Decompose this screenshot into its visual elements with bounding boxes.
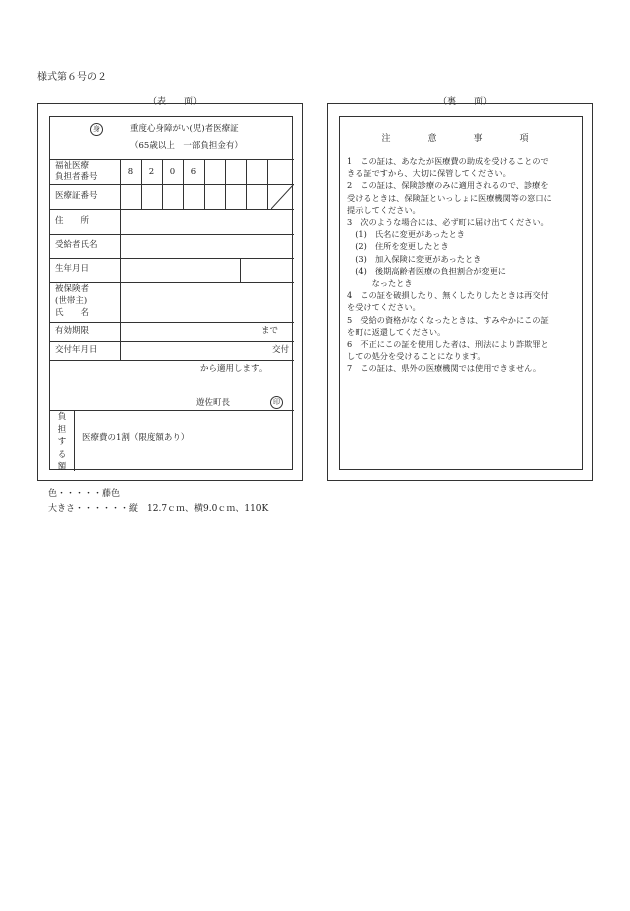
card-subtitle: （65歳以上 一部負担金有）	[130, 141, 243, 151]
note-line: (2) 住所を変更したとき	[347, 241, 449, 252]
note-line: 4 この証を破損したり、無くしたりしたときは再交付	[347, 290, 549, 301]
note-line: 6 不正にこの証を使用した者は、刑法により詐欺罪と	[347, 339, 549, 350]
notes-title: 注 意 事 項	[381, 134, 543, 144]
insured-label-line3: 氏 名	[55, 308, 90, 318]
applies-from-text: から適用します。	[200, 364, 268, 374]
provider-digit-3: 0	[169, 167, 176, 177]
note-line: を町に返還してください。	[347, 326, 446, 337]
note-line: 7 この証は、県外の医療機関では使用できません。	[347, 363, 542, 374]
provider-digit-2: 2	[148, 167, 155, 177]
note-line: 1 この証は、あなたが医療費の助成を受けることので	[347, 156, 549, 166]
mayor-title: 遊佐町長	[196, 398, 231, 408]
insured-label-line1: 被保険者	[55, 284, 90, 294]
valid-until-suffix: まで	[261, 326, 279, 336]
size-spec: 大きさ・・・・・・縦 12.7ｃｍ、横9.0ｃｍ、110K	[48, 504, 269, 514]
provider-number-label-line1: 福祉医療	[55, 161, 90, 171]
back-card-notes	[339, 116, 583, 470]
provider-digit-4: 6	[190, 167, 197, 177]
document-label: 様式第６号の２	[37, 72, 107, 83]
provider-number-label-line2: 負担者番号	[55, 172, 98, 182]
issue-date-label: 交付年月日	[55, 345, 98, 355]
note-line: 5 受給の資格がなくなったときは、すみやかにこの証	[347, 314, 549, 325]
notes-list	[347, 155, 579, 375]
card-title: 重度心身障がい(児)者医療証	[130, 124, 239, 134]
burden-value: 医療費の1割（限度額あり）	[82, 433, 190, 443]
note-line: (3) 加入保険に変更があったとき	[347, 253, 482, 264]
burden-label: 負担する額	[57, 412, 67, 472]
note-line: 受けるときは、保険証といっしょに医療機関等の窓口に	[347, 192, 552, 203]
mayor-seal-icon: 印	[270, 396, 283, 409]
front-card	[37, 103, 303, 481]
note-line: 提示してください。	[347, 204, 421, 215]
front-side-label: （表 面）	[148, 97, 203, 107]
note-line: しての処分を受けることになります。	[347, 351, 486, 362]
back-side-label: （裏 面）	[438, 97, 493, 107]
note-line: 3 次のような場合には、必ず町に届け出てください。	[347, 217, 549, 228]
address-label: 住 所	[55, 216, 90, 226]
provider-digit-1: 8	[127, 167, 134, 177]
color-spec: 色・・・・・藤色	[48, 489, 121, 499]
card-number-label: 医療証番号	[55, 191, 98, 201]
note-line: きる証ですから、大切に保管してください。	[347, 168, 511, 179]
issue-date-suffix: 交付	[272, 345, 290, 355]
note-line: (4) 後期高齢者医療の負担割合が変更に	[347, 265, 506, 276]
front-card-form	[49, 116, 293, 470]
note-line: を受けてください。	[347, 302, 421, 313]
note-line: 2 この証は、保険診療のみに適用されるので、診療を	[347, 180, 549, 191]
insured-label-line2: (世帯主)	[55, 296, 88, 306]
birthdate-label: 生年月日	[55, 264, 90, 274]
disability-seal-icon: 身	[90, 123, 103, 136]
note-line: なったとき	[347, 278, 413, 289]
valid-until-label: 有効期限	[55, 326, 90, 336]
back-card	[327, 103, 593, 481]
diagonal-slash-icon	[271, 184, 294, 209]
note-line: (1) 氏名に変更があったとき	[347, 229, 465, 240]
recipient-name-label: 受給者氏名	[55, 240, 98, 250]
